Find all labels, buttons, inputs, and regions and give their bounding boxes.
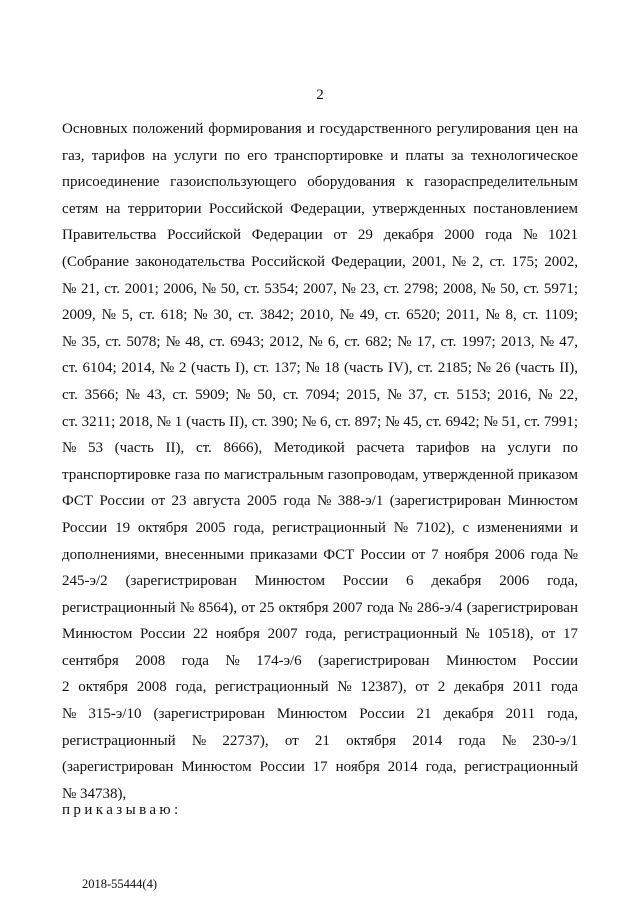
text-line: ст. 6104; 2014, № 2 (часть I), ст. 137; № 18 (часть IV), ст. 2185; № 26 (часть II),: [62, 360, 578, 377]
page-number: 2: [316, 87, 324, 103]
text-line: газ, тарифов на услуги по его транспортировке и платы за технологическое: [62, 147, 578, 164]
order-word: приказываю:: [62, 802, 182, 818]
body-text: [62, 116, 578, 807]
text-line: № 34738),: [62, 785, 127, 802]
text-line: транспортировке газа по магистральным газопроводам, утвержденной приказом: [62, 466, 578, 483]
text-line: регистрационный № 22737), от 21 октября 2014 года № 230-э/1: [62, 732, 578, 749]
text-line: ФСТ России от 23 августа 2005 года № 388-э/1 (зарегистрирован Минюстом: [62, 493, 578, 510]
text-line: № 315-э/10 (зарегистрирован Минюстом России 21 декабря 2011 года,: [62, 706, 578, 723]
text-line: ст. 3211; 2018, № 1 (часть II), ст. 390; № 6, ст. 897; № 45, ст. 6942; № 51, ст. 7991;: [62, 413, 578, 430]
text-line: № 53 (часть II), ст. 8666), Методикой расчета тарифов на услуги по: [62, 440, 578, 457]
text-line: № 35, ст. 5078; № 48, ст. 6943; 2012, № 6, ст. 682; № 17, ст. 1997; 2013, № 47,: [62, 333, 578, 350]
text-line: сетям на территории Российской Федерации, утвержденных постановлением: [62, 200, 578, 217]
text-line: Минюстом России 22 ноября 2007 года, регистрационный № 10518), от 17: [62, 626, 578, 643]
text-line: № 21, ст. 2001; 2006, № 50, ст. 5354; 2007, № 23, ст. 2798; 2008, № 50, ст. 5971;: [62, 280, 578, 297]
text-line: дополнениями, внесенными приказами ФСТ России от 7 ноября 2006 года №: [62, 546, 578, 563]
text-line: Основных положений формирования и государственного регулирования цен на: [62, 121, 578, 137]
text-line: ст. 3566; № 43, ст. 5909; № 50, ст. 7094; 2015, № 37, ст. 5153; 2016, № 22,: [62, 386, 578, 403]
text-line: (Собрание законодательства Российской Федерации, 2001, № 2, ст. 175; 2002,: [62, 253, 578, 270]
text-line: регистрационный № 8564), от 25 октября 2007 года № 286-э/4 (зарегистрирован: [62, 599, 578, 616]
document-code: 2018-55444(4): [82, 877, 157, 891]
text-line: 245-э/2 (зарегистрирован Минюстом России 6 декабря 2006 года,: [62, 573, 578, 590]
text-line: России 19 октября 2005 года, регистрационный № 7102), с изменениями и: [62, 519, 578, 536]
text-line: 2009, № 5, ст. 618; № 30, ст. 3842; 2010, № 49, ст. 6520; 2011, № 8, ст. 1109;: [62, 307, 578, 324]
text-line: 2 октября 2008 года, регистрационный № 12387), от 2 декабря 2011 года: [62, 679, 578, 696]
text-line: Правительства Российской Федерации от 29 декабря 2000 года № 1021: [62, 227, 578, 244]
text-line: (зарегистрирован Минюстом России 17 ноября 2014 года, регистрационный: [62, 759, 578, 776]
text-line: присоединение газоиспользующего оборудования к газораспределительным: [62, 174, 578, 191]
text-line: сентября 2008 года № 174-э/6 (зарегистрирован Минюстом России: [62, 652, 578, 669]
